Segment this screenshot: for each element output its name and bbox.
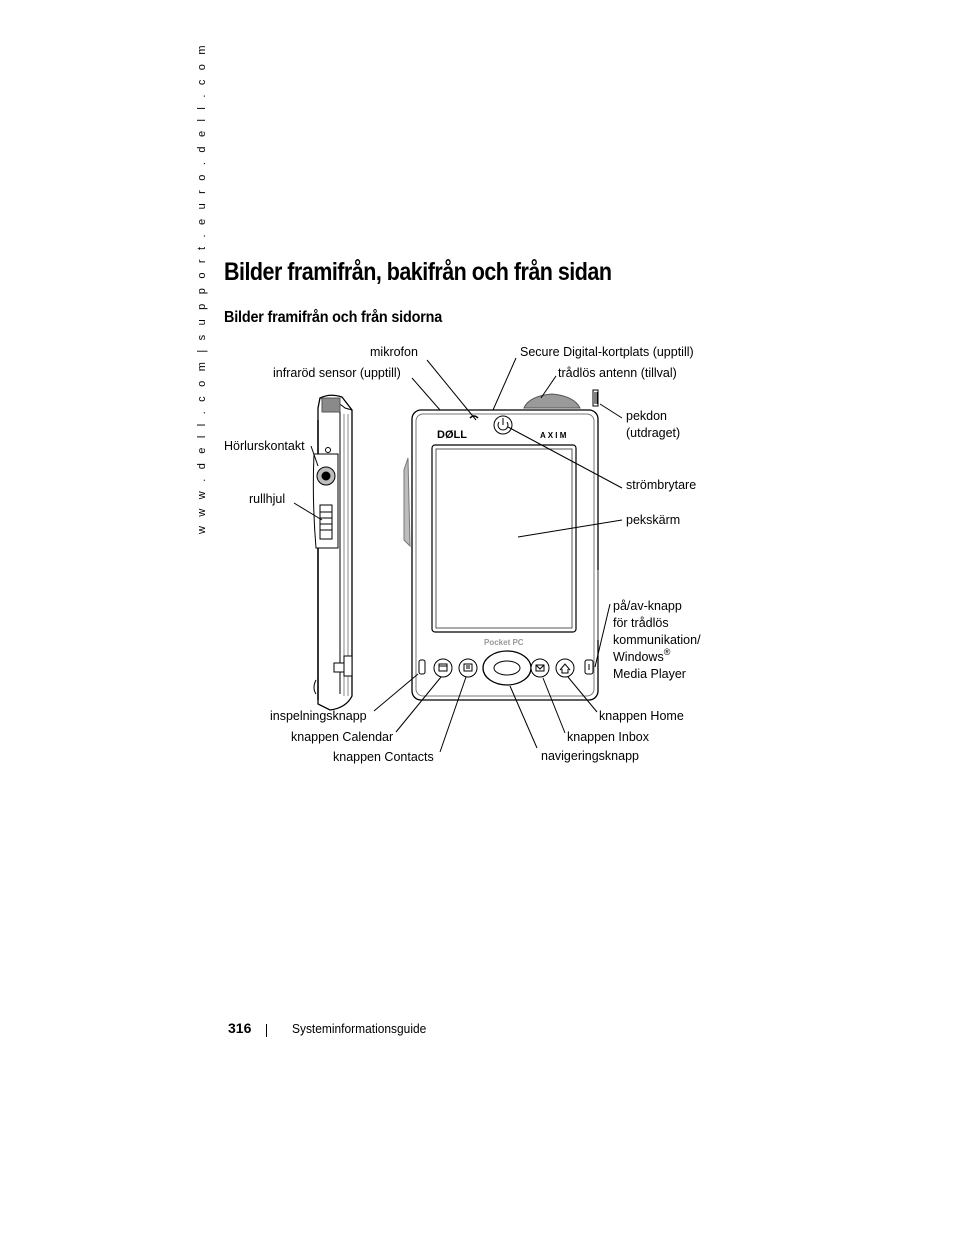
brand-logo: DØLL	[437, 429, 467, 441]
label-pekdon: pekdon	[626, 409, 668, 423]
side-view	[313, 395, 352, 710]
label-paav-1: på/av-knapp	[613, 599, 682, 613]
label-secure-digital: Secure Digital-kortplats (upptill)	[520, 345, 694, 359]
label-paav-5: Media Player	[613, 667, 686, 681]
label-paav-4: Windows®	[613, 647, 671, 664]
side-url: w w w . d e l l . c o m | s u p p o r t . e u r o . d e l l . c o m	[196, 42, 208, 534]
footer-divider	[266, 1024, 267, 1037]
label-paav-3: kommunikation/	[613, 633, 701, 647]
label-rullhjul: rullhjul	[249, 492, 286, 506]
label-inbox: knappen Inbox	[567, 730, 650, 744]
label-pekskarm: pekskärm	[626, 513, 681, 527]
label-tradlos-antenn: trådlös antenn (tillval)	[558, 366, 677, 380]
scroll-wheel	[320, 505, 332, 539]
page-number: 316	[228, 1020, 252, 1036]
guide-title: Systeminformationsguide	[292, 1021, 427, 1036]
model-name: A X I M	[540, 431, 567, 440]
label-pekdon-2: (utdraget)	[626, 426, 681, 440]
label-mikrofon: mikrofon	[370, 345, 418, 359]
touch-screen	[432, 445, 576, 632]
label-infrarod: infraröd sensor (upptill)	[273, 366, 401, 380]
front-view	[404, 390, 598, 700]
platform-label: Pocket PC	[484, 638, 524, 647]
label-horlurskontakt: Hörlurskontakt	[224, 439, 305, 453]
section-title: Bilder framifrån och från sidorna	[224, 309, 443, 326]
label-inspelningsknapp: inspelningsknapp	[270, 709, 367, 723]
label-contacts: knappen Contacts	[333, 750, 434, 764]
label-calendar: knappen Calendar	[291, 730, 394, 744]
label-strombrytare: strömbrytare	[626, 478, 697, 492]
label-navigering: navigeringsknapp	[541, 749, 639, 763]
inbox-button	[531, 659, 549, 677]
page-title: Bilder framifrån, bakifrån och från sidan	[224, 258, 612, 286]
calendar-button	[434, 659, 452, 677]
home-button	[556, 659, 574, 677]
label-home: knappen Home	[599, 709, 684, 723]
label-paav-2: för trådlös	[613, 616, 669, 630]
